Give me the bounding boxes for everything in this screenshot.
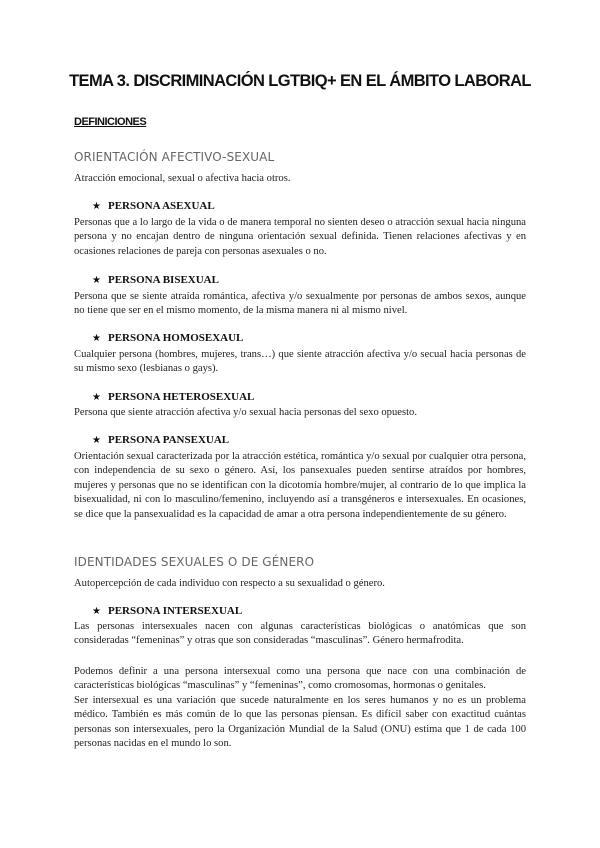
term-text-heterosexual: Persona que siente atracción afectiva y/o sexual hacia personas del sexo opuesto. bbox=[74, 407, 417, 418]
star-bullet-icon: ★ bbox=[92, 606, 101, 617]
term-heading-asexual bbox=[92, 200, 215, 212]
paragraph-intersexual-variation: Ser intersexual es una variación que sucede naturalmente en los seres humanos y no es un problema médico. También es más común de lo que las personas piensan. Es difícil saber con exactitud cuántas personas son intersexuales, pero la Organización Mundial de la Salud (ONU) estima que 1 de cada 100 personas nacidas en el mundo lo son. bbox=[74, 695, 526, 750]
section-heading-orientation: ORIENTACIÓN AFECTIVO-SEXUAL bbox=[74, 150, 275, 164]
section-intro-identities: Autopercepción de cada individuo con respecto a su sexualidad o género. bbox=[74, 578, 385, 589]
term-text-pansexual: Orientación sexual caracterizada por la atracción estética, romántica y/o sexual por cualquier otra persona, con independencia de su sexo o género. Así, los pansexuales pueden sentirse atraídos por hombres, mujeres y personas que no se identifican con la dicotomía hombre/mujer, al contrario de lo que implica la bisexualidad, ni con lo masculino/femenino, incluyendo así a transgéneros e intersexuales. En ocasiones, se dice que la pansexualidad es la capacidad de amar a otra persona independientemente de su género. bbox=[74, 451, 526, 520]
term-heading-intersexual bbox=[92, 605, 242, 617]
term-heading-bisexual bbox=[92, 274, 219, 286]
term-heading-homosexual bbox=[92, 332, 243, 344]
star-bullet-icon: ★ bbox=[92, 201, 101, 212]
term-name: PERSONA PANSEXUAL bbox=[108, 434, 230, 446]
term-name: PERSONA ASEXUAL bbox=[108, 200, 215, 212]
section-heading-identities: IDENTIDADES SEXUALES O DE GÉNERO bbox=[74, 555, 315, 569]
term-heading-heterosexual bbox=[92, 391, 254, 403]
term-name: PERSONA HETEROSEXUAL bbox=[108, 391, 255, 403]
document-title: TEMA 3. DISCRIMINACIÓN LGTBIQ+ EN EL ÁMBITO LABORAL bbox=[69, 72, 531, 90]
term-heading-pansexual bbox=[92, 434, 229, 446]
term-text-intersexual: Las personas intersexuales nacen con algunas características biológicas o anatómicas que son consideradas “femeninas” y otras que son consideradas “masculinas”. Género hermafrodita. bbox=[74, 621, 526, 647]
term-name: PERSONA INTERSEXUAL bbox=[108, 605, 243, 617]
term-text-homosexual: Cualquier persona (hombres, mujeres, trans…) que siente atracción afectiva y/o secual hacia personas de su mismo sexo (lesbianas o gays). bbox=[74, 349, 526, 375]
star-bullet-icon: ★ bbox=[92, 275, 101, 286]
section-intro-orientation: Atracción emocional, sexual o afectiva hacia otros. bbox=[74, 173, 291, 184]
definitions-heading: DEFINICIONES bbox=[74, 116, 147, 128]
term-name: PERSONA BISEXUAL bbox=[108, 274, 219, 286]
star-bullet-icon: ★ bbox=[92, 333, 101, 344]
star-bullet-icon: ★ bbox=[92, 435, 101, 446]
term-text-asexual: Personas que a lo largo de la vida o de manera temporal no sienten deseo o atracción sexual hacia ninguna persona y no encajan dentro de ninguna orientación sexual definida. Tienen relaciones afectivas y en ocasiones relaciones de pareja con personas asexuales o no. bbox=[74, 217, 526, 257]
term-name: PERSONA HOMOSEXAUL bbox=[108, 332, 244, 344]
star-bullet-icon: ★ bbox=[92, 392, 101, 403]
paragraph-intersexual-definition: Podemos definir a una persona intersexual como una persona que nace con una combinación de características biológicas “masculinas” y “femeninas”, como cromosomas, hormonas o genitales. bbox=[74, 666, 526, 692]
term-text-bisexual: Persona que se siente atraída romántica, afectiva y/o sexualmente por personas de ambos sexos, aunque no tiene que ser en el mismo momento, de la misma manera ni al mismo nivel. bbox=[74, 291, 526, 317]
